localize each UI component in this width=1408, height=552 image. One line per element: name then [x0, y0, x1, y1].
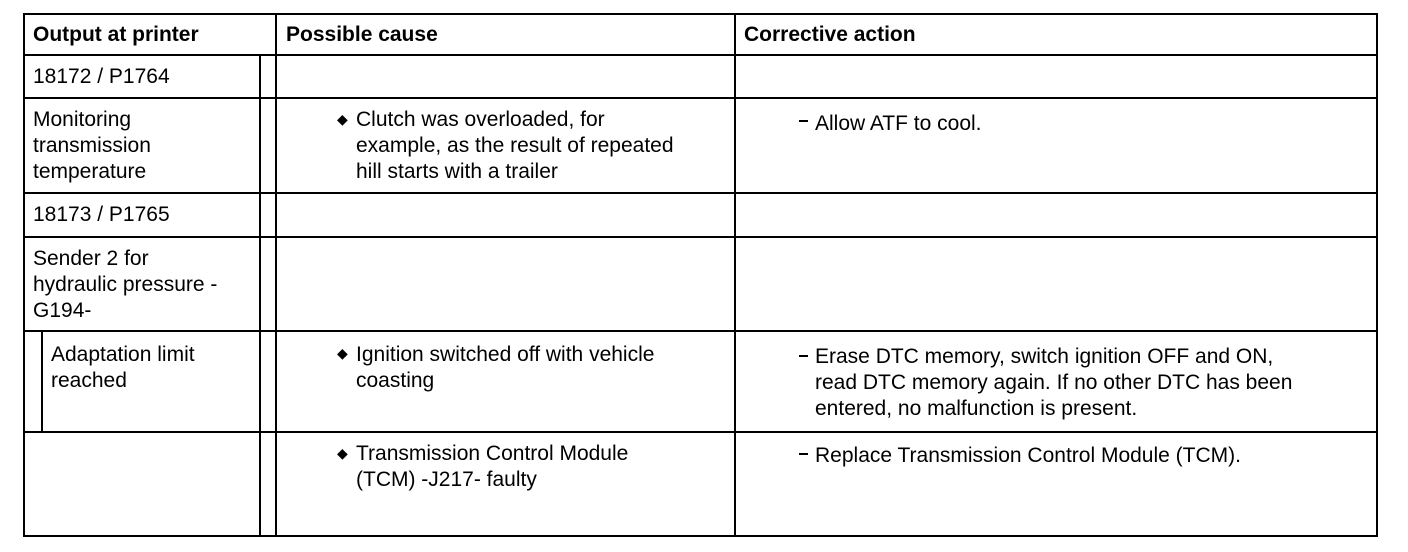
column-divider [275, 13, 277, 537]
header-output: Output at printer [33, 23, 199, 46]
row-cause: Ignition switched off with vehicle coasting [356, 343, 655, 392]
row-output: 18173 / P1765 [33, 203, 170, 226]
dash-icon [799, 120, 808, 122]
row-output: Monitoring transmission temperature [33, 108, 151, 183]
row-output: 18172 / P1764 [33, 65, 170, 88]
row-divider [23, 192, 1378, 194]
column-divider [259, 54, 261, 537]
header-cause: Possible cause [286, 23, 438, 46]
row-action: Replace Transmission Control Module (TCM). [815, 444, 1241, 467]
row-output: Sender 2 for hydraulic pressure - G194- [33, 247, 218, 322]
bullet-icon: ◆ [337, 111, 348, 127]
row-divider [23, 236, 1378, 238]
indent-bar [41, 330, 43, 431]
dash-icon [799, 453, 808, 455]
dash-icon [799, 355, 808, 357]
row-cause: Clutch was overloaded, for example, as the result of repeated hill starts with a trailer [356, 108, 674, 183]
row-divider [23, 431, 1378, 433]
column-divider [734, 13, 736, 537]
row-output: Adaptation limit reached [51, 343, 195, 392]
row-action: Allow ATF to cool. [815, 112, 982, 135]
header-action: Corrective action [744, 23, 916, 46]
row-divider [23, 330, 1378, 332]
bullet-icon: ◆ [337, 445, 348, 461]
row-divider [23, 97, 1378, 99]
bullet-icon: ◆ [337, 345, 348, 361]
row-divider [23, 54, 1378, 56]
row-action: Erase DTC memory, switch ignition OFF and ON, read DTC memory again. If no other DTC has been entered, no malfunction is present. [815, 345, 1293, 420]
row-cause: Transmission Control Module (TCM) -J217- faulty [356, 442, 629, 491]
